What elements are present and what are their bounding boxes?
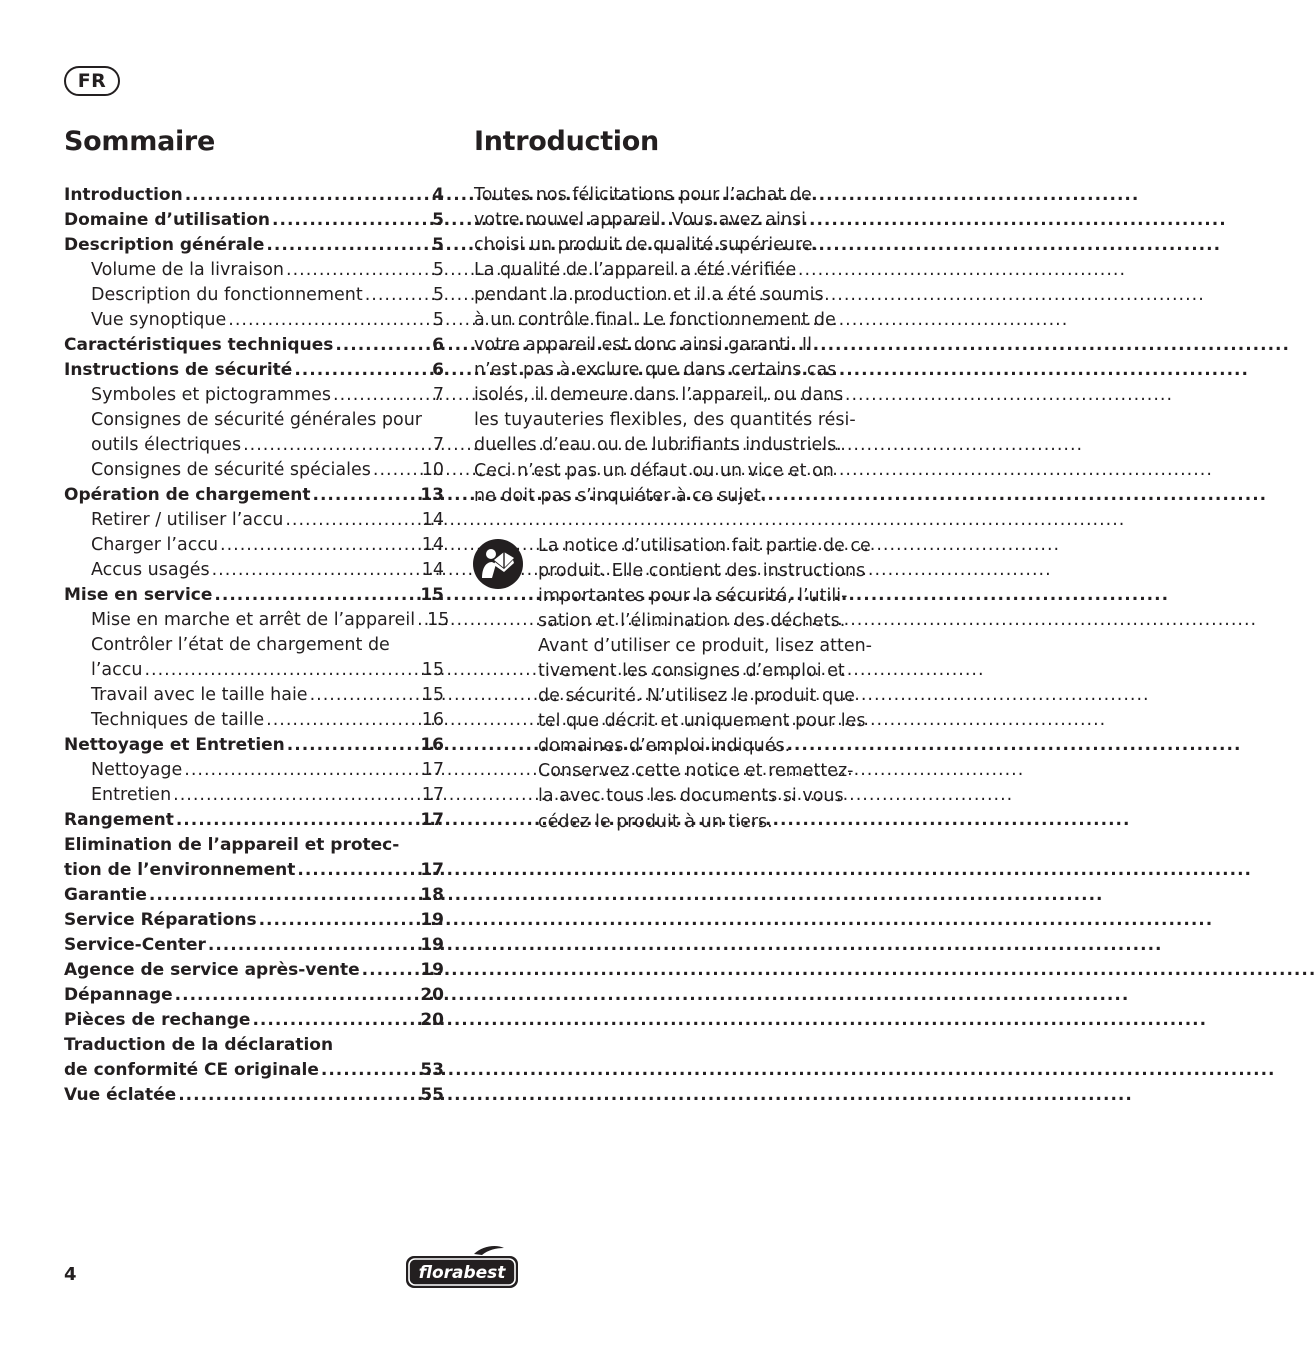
toc-entry-title: Entretien [91, 785, 172, 805]
text-line: ne doit pas s’inquiéter à ce sujet. [474, 485, 767, 506]
toc-leader-dots [373, 458, 420, 483]
toc-leader-dots [417, 608, 425, 633]
toc-entry-title: Service-Center [64, 935, 206, 955]
toc-entry-page: 5 [432, 310, 444, 330]
toc-leader-dots [220, 533, 420, 558]
toc-entry [64, 733, 444, 758]
toc-entry-title: Nettoyage [91, 760, 183, 780]
toc-entry-title: Travail avec le taille haie [91, 685, 308, 705]
toc-entry-title: Contrôler l’état de chargement de [91, 635, 390, 655]
toc-entry-page: 6 [432, 335, 444, 355]
toc-entry-title: outils électriques [91, 435, 242, 455]
toc-entry [64, 908, 444, 933]
toc-entry-title: Vue éclatée [64, 1085, 177, 1105]
toc-entry-page: 10 [421, 460, 444, 480]
toc-entry-title: Agence de service après-vente [64, 960, 360, 980]
toc-leader-dots [185, 183, 430, 208]
toc-leader-dots [266, 233, 430, 258]
language-code: FR [77, 70, 107, 92]
text-line: Ceci n’est pas un défaut ou un vice et on [474, 460, 834, 481]
toc-entry-page: 20 [420, 985, 444, 1005]
toc-entry [64, 808, 444, 833]
text-line: votre nouvel appareil. Vous avez ainsi [474, 210, 806, 231]
toc-entry-page: 15 [420, 585, 444, 605]
toc-entry-page: 55 [420, 1085, 444, 1105]
toc-entry [64, 258, 444, 283]
toc-entry-title: l’accu [91, 660, 143, 680]
toc-entry [64, 983, 444, 1008]
toc-entry-title: Charger l’accu [91, 535, 219, 555]
toc-leader-dots [362, 958, 419, 983]
text-line: duelles d’eau ou de lubrifiants industriels. [474, 435, 842, 456]
toc-entry-page: 4 [432, 185, 444, 205]
toc-entry [64, 433, 444, 458]
toc-entry [64, 608, 450, 633]
toc-entry-page: 5 [432, 260, 444, 280]
toc-leader-dots [321, 1058, 418, 1083]
toc-entry-page: 14 [421, 510, 444, 530]
read-manual-icon [472, 538, 524, 590]
toc-entry [64, 758, 444, 783]
toc-leader-dots [285, 508, 419, 533]
florabest-logo [404, 1244, 520, 1290]
toc-entry-page: 5 [432, 235, 444, 255]
text-line: choisi un produit de qualité supérieure. [474, 235, 819, 256]
toc-entry [64, 533, 444, 558]
toc-entry [64, 633, 444, 658]
toc-entry [64, 783, 444, 808]
toc-leader-dots [184, 758, 419, 783]
toc-entry [64, 858, 444, 883]
toc-entry-title: Consignes de sécurité spéciales [91, 460, 371, 480]
toc-entry [64, 658, 444, 683]
intro-heading: Introduction [474, 126, 659, 157]
toc-entry [64, 1058, 444, 1083]
toc-entry-page: 15 [421, 685, 444, 705]
toc-leader-dots [312, 483, 418, 508]
toc-entry [64, 483, 444, 508]
toc-entry-title: de conformité CE originale [64, 1060, 319, 1080]
toc-leader-dots [243, 433, 431, 458]
toc-entry-title: Elimination de l’appareil et protec- [64, 835, 400, 855]
toc-leader-dots [297, 858, 418, 883]
toc-entry [64, 208, 444, 233]
toc-entry-page: 19 [420, 910, 444, 930]
text-line: pendant la production et il a été soumis [474, 285, 824, 306]
toc-entry-title: Pièces de rechange [64, 1010, 251, 1030]
text-line: tel que décrit et uniquement pour les [538, 711, 866, 732]
text-line: n’est pas à exclure que dans certains cas [474, 360, 837, 381]
text-line: les tuyauteries flexibles, des quantités rési- [474, 410, 856, 431]
toc-leader-dots [208, 933, 418, 958]
toc-entry-title: Introduction [64, 185, 183, 205]
toc-leader-dots [144, 658, 419, 683]
toc-leader-dots [228, 308, 431, 333]
toc-entry-page: 19 [420, 935, 444, 955]
toc-leader-dots [212, 558, 420, 583]
toc-entry-page: 17 [421, 785, 444, 805]
toc-entry-title: Nettoyage et Entretien [64, 735, 285, 755]
toc-entry [64, 358, 444, 383]
text-line: tivement les consignes d’emploi et [538, 661, 845, 682]
toc-entry-page: 5 [432, 285, 444, 305]
text-line: la avec tous les documents si vous [538, 786, 844, 807]
toc-leader-dots [252, 1008, 418, 1033]
toc-entry [64, 1008, 444, 1033]
toc-entry-page: 18 [420, 885, 444, 905]
toc-entry-title: Retirer / utiliser l’accu [91, 510, 284, 530]
toc-entry-title: Rangement [64, 810, 174, 830]
toc-entry-title: Instructions de sécurité [64, 360, 293, 380]
text-line: sation et l’élimination des déchets. [538, 611, 846, 632]
text-line: Conservez cette notice et remettez- [538, 761, 854, 782]
toc-entry-title: Domaine d’utilisation [64, 210, 271, 230]
toc-leader-dots [287, 733, 419, 758]
text-line: domaines d’emploi indiqués. [538, 736, 791, 757]
toc-leader-dots [294, 358, 430, 383]
toc-entry [64, 558, 444, 583]
toc-entry [64, 183, 444, 208]
toc-entry [64, 833, 444, 858]
text-line: cédez le produit à un tiers. [538, 811, 773, 832]
toc-entry-page: 16 [420, 735, 444, 755]
language-badge [64, 66, 120, 96]
toc-entry [64, 458, 444, 483]
text-line: votre appareil est donc ainsi garanti. Il [474, 335, 812, 356]
toc-entry-title: Garantie [64, 885, 147, 905]
toc-entry-title: Symboles et pictogrammes [91, 385, 331, 405]
toc-leader-dots [272, 208, 430, 233]
toc-entry [64, 1033, 444, 1058]
logo-text: florabest [418, 1263, 506, 1283]
toc-entry [64, 308, 444, 333]
toc-entry [64, 333, 444, 358]
toc-entry-title: Volume de la livraison [91, 260, 285, 280]
toc-entry-title: Opération de chargement [64, 485, 311, 505]
text-line: La qualité de l’appareil a été vérifiée [474, 260, 797, 281]
toc-entry [64, 933, 444, 958]
toc-entry-title: Description générale [64, 235, 265, 255]
toc-entry-page: 17 [421, 760, 444, 780]
page-number: 4 [64, 1264, 77, 1285]
toc-entry-page: 14 [421, 560, 444, 580]
text-line: de sécurité. N’utilisez le produit que [538, 686, 855, 707]
toc-entry-title: Traduction de la déclaration [64, 1035, 334, 1055]
toc-entry-title: Vue synoptique [91, 310, 227, 330]
toc-leader-dots [175, 983, 419, 1008]
toc-leader-dots [365, 283, 431, 308]
toc-leader-dots [173, 783, 420, 808]
intro-text [474, 183, 894, 509]
text-line: importantes pour la sécurité, l’utili- [538, 586, 848, 607]
table-of-contents [64, 183, 450, 1108]
toc-leader-dots [333, 383, 431, 408]
toc-heading: Sommaire [64, 126, 215, 157]
toc-entry-title: Caractéristiques techniques [64, 335, 334, 355]
toc-entry-title: tion de l’environnement [64, 860, 296, 880]
toc-entry [64, 958, 444, 983]
toc-entry-title: Techniques de taille [91, 710, 265, 730]
toc-entry-page: 16 [421, 710, 444, 730]
text-line: La notice d’utilisation fait partie de ce [538, 536, 871, 556]
toc-leader-dots [178, 1083, 418, 1108]
toc-entry-page: 7 [432, 385, 444, 405]
toc-leader-dots [335, 333, 430, 358]
toc-entry-page: 15 [427, 610, 450, 630]
toc-entry [64, 683, 444, 708]
toc-entry [64, 408, 444, 433]
toc-leader-dots [266, 708, 420, 733]
toc-entry-title: Service Réparations [64, 910, 257, 930]
toc-entry-page: 20 [420, 1010, 444, 1030]
toc-leader-dots [310, 683, 420, 708]
toc-entry [64, 708, 444, 733]
text-line: Toutes nos félicitations pour l’achat de [474, 185, 812, 205]
text-line: à un contrôle final. Le fonctionnement de [474, 310, 836, 331]
toc-entry-page: 17 [420, 860, 444, 880]
toc-entry-page: 19 [420, 960, 444, 980]
toc-entry-page: 53 [420, 1060, 444, 1080]
text-line: isolés, il demeure dans l’appareil, ou dans [474, 385, 844, 406]
toc-leader-dots [176, 808, 418, 833]
toc-leader-dots [149, 883, 418, 908]
toc-entry [64, 383, 444, 408]
toc-entry-title: Mise en service [64, 585, 213, 605]
toc-entry-title: Accus usagés [91, 560, 210, 580]
toc-entry [64, 583, 444, 608]
toc-entry [64, 283, 444, 308]
toc-entry [64, 233, 444, 258]
toc-entry [64, 508, 444, 533]
toc-entry-title: Mise en marche et arrêt de l’appareil [91, 610, 416, 630]
toc-entry-title: Dépannage [64, 985, 173, 1005]
toc-entry-page: 13 [420, 485, 444, 505]
toc-entry-page: 6 [432, 360, 444, 380]
text-line: Avant d’utiliser ce produit, lisez atten- [538, 636, 872, 657]
toc-entry-page: 7 [432, 435, 444, 455]
toc-entry-page: 5 [432, 210, 444, 230]
toc-entry-title: Description du fonctionnement [91, 285, 363, 305]
toc-entry-title: Consignes de sécurité générales pour [91, 410, 422, 430]
toc-leader-dots [214, 583, 418, 608]
text-line: produit. Elle contient des instructions [538, 561, 866, 582]
toc-leader-dots [286, 258, 431, 283]
toc-entry-page: 15 [421, 660, 444, 680]
toc-entry [64, 1083, 444, 1108]
toc-entry-page: 14 [421, 535, 444, 555]
toc-leader-dots [259, 908, 419, 933]
toc-entry [64, 883, 444, 908]
toc-entry-page: 17 [420, 810, 444, 830]
notice-text [538, 534, 898, 835]
